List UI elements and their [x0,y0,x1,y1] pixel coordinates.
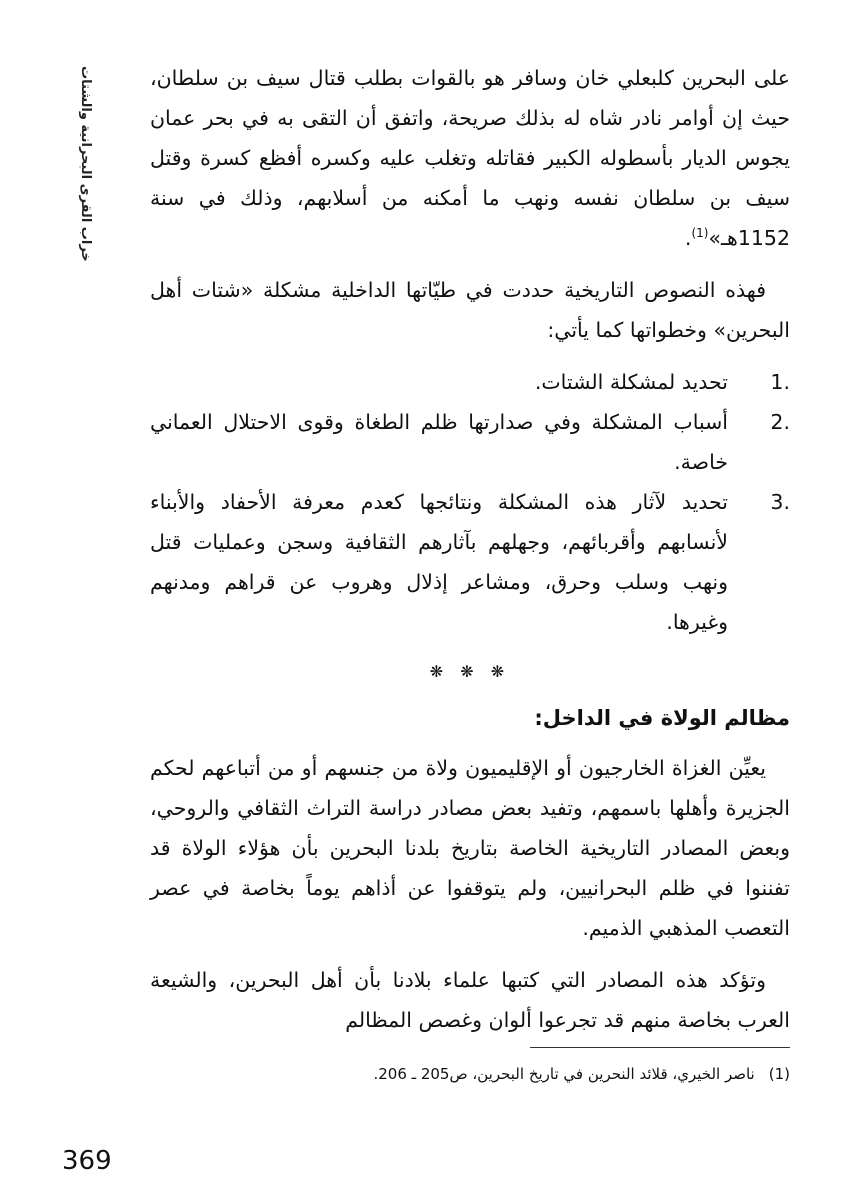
footnote-separator [530,1047,790,1048]
footnote-reference: (1) [691,226,709,241]
list-item-number: .1 [770,370,790,394]
paragraph-continuation [150,58,790,258]
page-number: 369 [62,1146,112,1176]
running-header: خراب القرى البحرانية والشتات [78,66,93,262]
paragraph-sources: وتؤكد هذه المصادر التي كتبها علماء بلادنا بأن أهل البحرين، والشيعة العرب بخاصة منهم قد تجرعوا ألوان وغصص المظالم [150,968,790,1032]
paragraph-governors: يعيِّن الغزاة الخارجيون أو الإقليميون ولاة من جنسهم أو من أتباعهم لحكم الجزيرة وأهلها باسمهم، وتفيد بعض مصادر دراسة التراث الثقافي والروحي، وبعض المصادر التاريخية الخاصة بتاريخ بلدنا البحرين بأن هؤلاء الولاة قد تفننوا في ظلم البحرانيين، ولم يتوقفوا عن أذاهم يوماً بخاصة في عصر التعصب المذهبي الذميم. [150,756,790,940]
section-title: مظالم الولاة في الداخل: [534,706,790,730]
list-item-number: .2 [770,410,790,434]
paragraph-intro-list: فهذه النصوص التاريخية حددت في طيّاتها الداخلية مشكلة «شتات أهل البحرين» وخطواتها كما يأتي: [150,278,790,342]
list-item [150,362,790,402]
section-divider: ❋ ❋ ❋ [429,662,511,681]
list-item-text: تحديد لآثار هذه المشكلة ونتائجها كعدم معرفة الأحفاد والأبناء لأنسابهم وأقربائهم، وجهلهم بآثارهم الثقافية وسجن وعمليات قتل ونهب وسلب وحرق، ومشاعر إذلال وهروب عن قراهم ومدنهم وغيرها. [150,490,728,634]
steps-list [150,362,790,642]
page-body [150,58,790,1040]
list-item [150,482,790,642]
footnote-number: (1) [768,1065,790,1083]
list-item-text: تحديد لمشكلة الشتات. [534,370,728,394]
list-item-number: .3 [770,490,790,514]
footnote-text: ناصر الخيري، قلائد النحرين في تاريخ البحرين، ص205 ـ 206. [373,1065,755,1083]
paragraph-period: . [684,226,692,250]
footnote [285,1062,790,1086]
list-item [150,402,790,482]
paragraph-text: على البحرين كلبعلي خان وسافر هو بالقوات بطلب قتال سيف بن سلطان، حيث إن أوامر نادر شاه له بذلك صريحة، واتفق أن التقى به في بحر عمان يجوس الديار بأسطوله الكبير فقاتله وتغلب عليه وكسره أفظع كسرة وقتل سيف بن سلطان نفسه ونهب ما أمكنه من أسلابهم، وذلك في سنة 1152هـ» [150,66,790,250]
list-item-text: أسباب المشكلة وفي صدارتها ظلم الطغاة وقوى الاحتلال العماني خاصة. [150,410,728,474]
